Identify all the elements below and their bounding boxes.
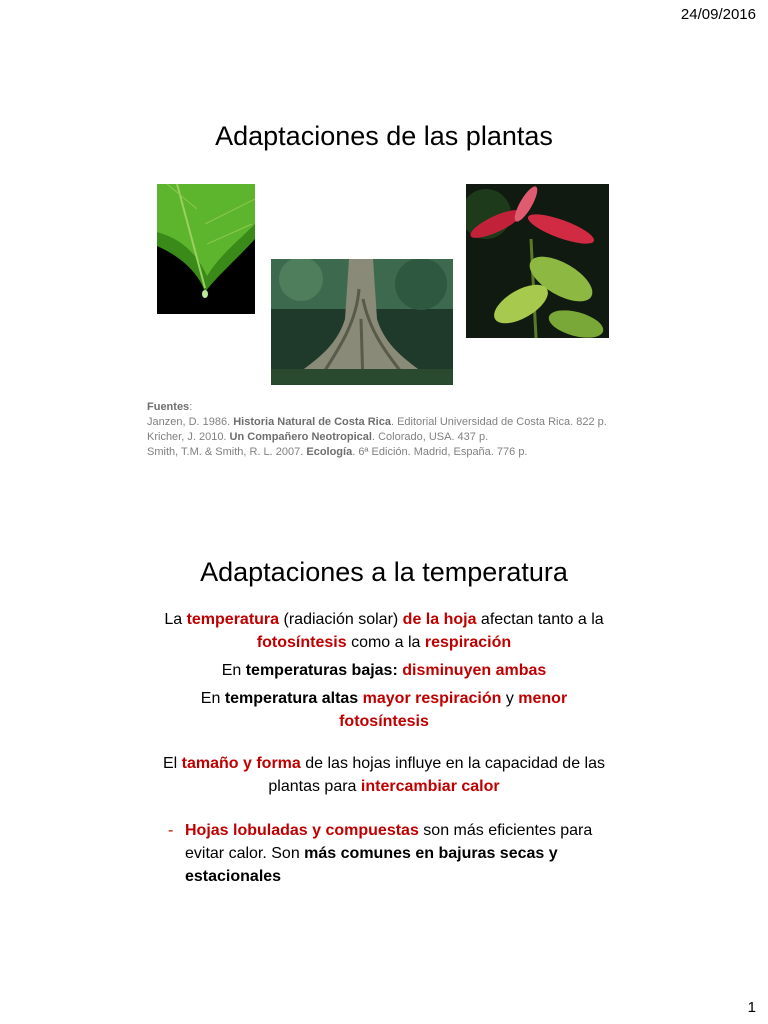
paragraph-high-temperatures: En temperatura altas mayor respiración y menor fotosíntesis (200, 690, 568, 730)
slide-title-temperature-adaptations: Adaptaciones a la temperatura (200, 557, 568, 587)
bullet-dash: - (168, 822, 174, 839)
page-number: 1 (747, 999, 756, 1016)
source-reference: Kricher, J. 2010. Un Compañero Neotropical. Colorado, USA. 437 p. (147, 431, 489, 443)
leaf-drip-tip-photo (157, 184, 255, 314)
red-young-leaves-photo (466, 184, 609, 338)
source-reference: Janzen, D. 1986. Historia Natural de Costa Rica. Editorial Universidad de Costa Rica. 822 p. (147, 416, 607, 428)
paragraph-low-temperatures: En temperaturas bajas: disminuyen ambas (221, 662, 547, 679)
sources-list (147, 400, 607, 460)
paragraph-leaf-size-shape: El tamaño y forma de las hojas influye en la capacidad de las plantas para intercambiar calor (162, 755, 605, 795)
slide-date: 24/09/2016 (680, 6, 756, 23)
source-reference: Smith, T.M. & Smith, R. L. 2007. Ecología. 6ª Edición. Madrid, España. 776 p. (147, 446, 528, 458)
sources-heading: Fuentes: (147, 401, 193, 413)
paragraph-leaf-temperature: La temperatura (radiación solar) de la hoja afectan tanto a la fotosíntesis como a la respiración (164, 611, 604, 651)
buttress-roots-photo (271, 259, 453, 385)
bullet-text: Hojas lobuladas y compuestas son más eficientes para evitar calor. Son más comunes en bajuras secas y estacionales (185, 822, 593, 885)
slide-title-plant-adaptations: Adaptaciones de las plantas (215, 121, 553, 151)
